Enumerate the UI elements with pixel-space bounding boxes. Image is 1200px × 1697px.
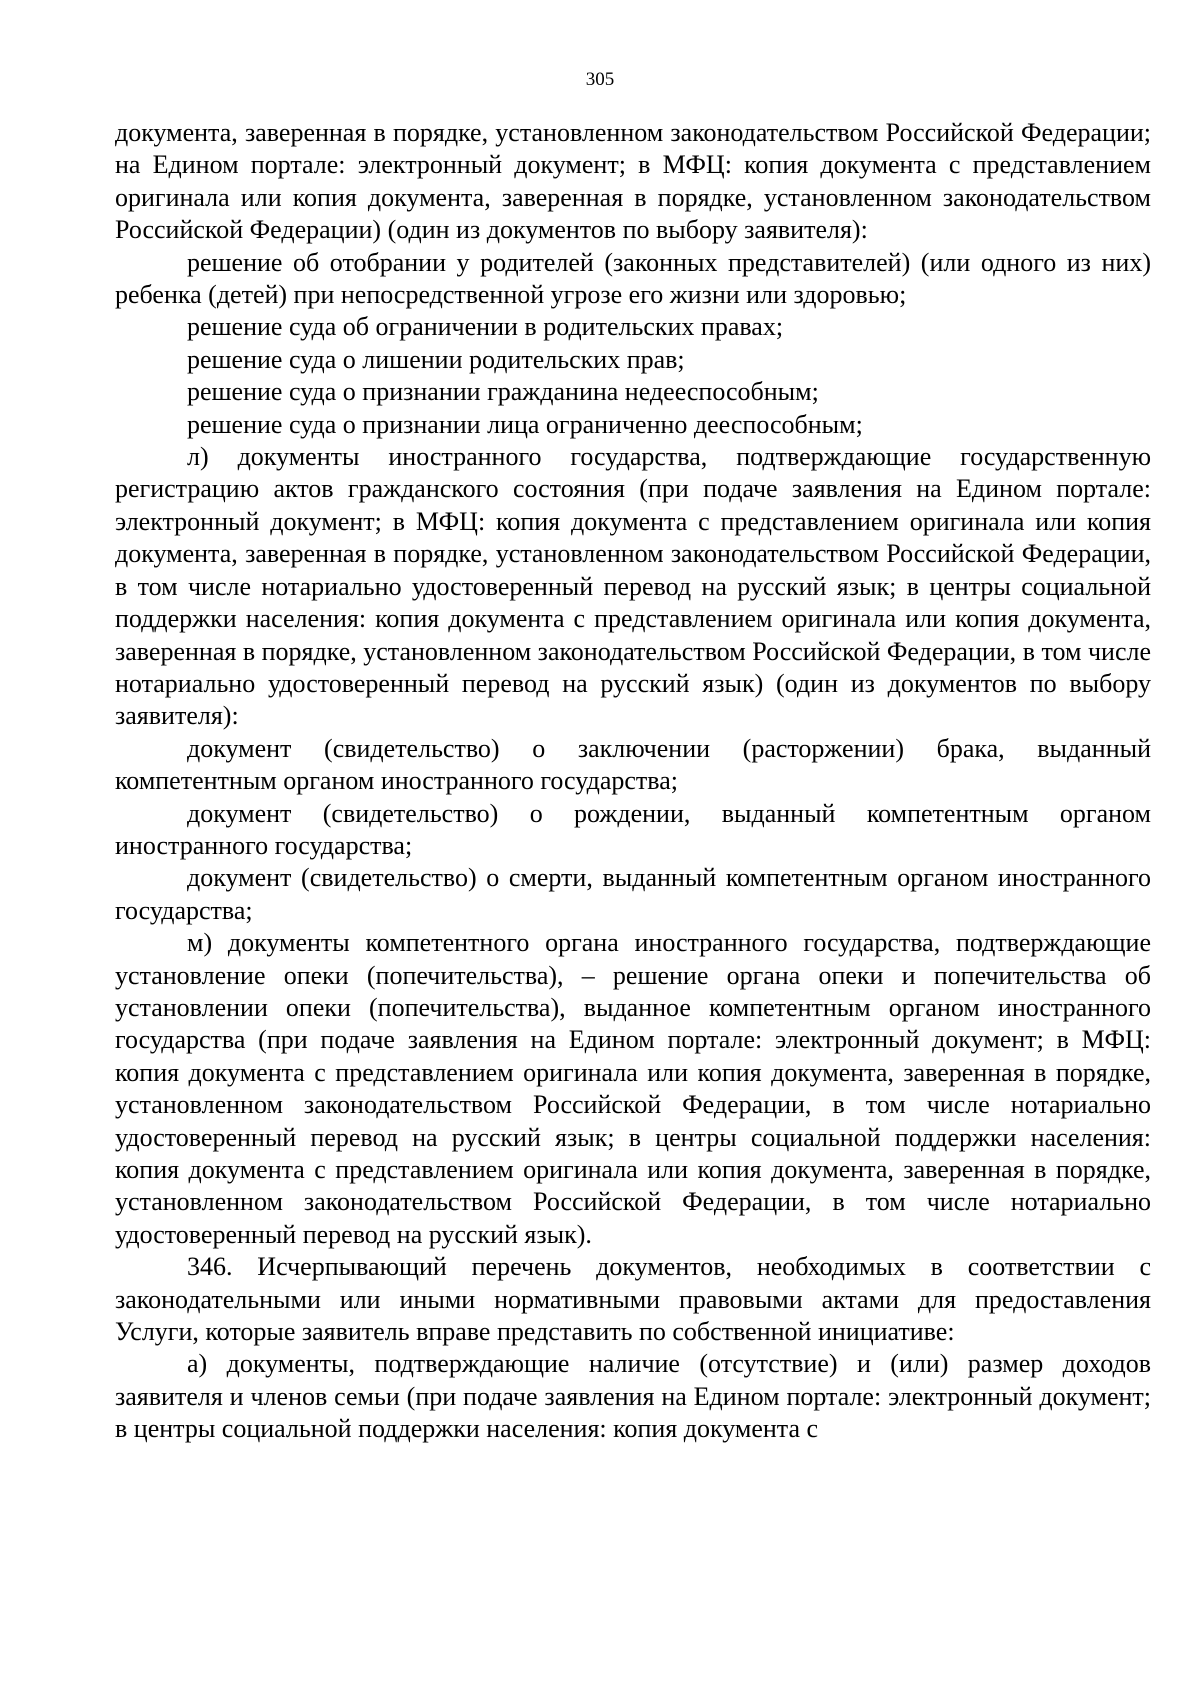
paragraph-death-certificate: документ (свидетельство) о смерти, выданный компетентным органом иностранного государства;	[115, 863, 1151, 925]
paragraph-court-incapable: решение суда о признании гражданина недееспособным;	[187, 377, 819, 407]
document-body	[115, 117, 1151, 1446]
paragraph-item-m: м) документы компетентного органа иностранного государства, подтверждающие установление опеки (попечительства), – решение органа опеки и попечительства об установлении опеки (попечительства), выданное компетентным органом иностранного государства (при подаче заявления на Едином портале: электронный документ; в МФЦ: копия документа с представлением оригинала или копия документа, заверенная в порядке, установленном законодательством Российской Федерации, в том числе нотариально удостоверенный перевод на русский язык; в центры социальной поддержки населения: копия документа с представлением оригинала или копия документа, заверенная в порядке, установленном законодательством Российской Федерации, в том числе нотариально удостоверенный перевод на русский язык).	[115, 928, 1151, 1249]
paragraph-court-limited-capable: решение суда о признании лица ограниченно дееспособным;	[187, 409, 863, 439]
paragraph-court-deprivation: решение суда о лишении родительских прав;	[187, 344, 685, 374]
paragraph-clause-346: 346. Исчерпывающий перечень документов, необходимых в соответствии с законодательными или иными нормативными правовыми актами для предоставления Услуги, которые заявитель вправе представить по собственной инициативе:	[115, 1252, 1151, 1347]
paragraph-item-a: а) документы, подтверждающие наличие (отсутствие) и (или) размер доходов заявителя и членов семьи (при подаче заявления на Едином портале: электронный документ; в центры социальной поддержки населения: копия документа с	[115, 1349, 1151, 1444]
paragraph-continuation: документа, заверенная в порядке, установленном законодательством Российской Федерации; на Едином портале: электронный документ; в МФЦ: копия документа с представлением оригинала или копия документа, заверенная в порядке, установленном законодательством Российской Федерации) (один из документов по выбору заявителя):	[115, 118, 1151, 245]
paragraph-birth-certificate: документ (свидетельство) о рождении, выданный компетентным органом иностранного государства;	[115, 798, 1151, 860]
paragraph-court-restriction: решение суда об ограничении в родительских правах;	[187, 312, 784, 342]
page-number: 305	[585, 69, 615, 90]
paragraph-item-l: л) документы иностранного государства, подтверждающие государственную регистрацию актов гражданского состояния (при подаче заявления на Едином портале: электронный документ; в МФЦ: копия документа с представлением оригинала или копия документа, заверенная в порядке, установленном законодательством Российской Федерации, в том числе нотариально удостоверенный перевод на русский язык; в центры социальной поддержки населения: копия документа с представлением оригинала или копия документа, заверенная в порядке, установленном законодательством Российской Федерации, в том числе нотариально удостоверенный перевод на русский язык) (один из документов по выбору заявителя):	[115, 442, 1151, 731]
paragraph-decision-removal: решение об отобрании у родителей (законных представителей) (или одного из них) ребенка (детей) при непосредственной угрозе его жизни или здоровью;	[115, 247, 1151, 310]
paragraph-marriage-certificate: документ (свидетельство) о заключении (расторжении) брака, выданный компетентным органом иностранного государства;	[115, 733, 1151, 796]
